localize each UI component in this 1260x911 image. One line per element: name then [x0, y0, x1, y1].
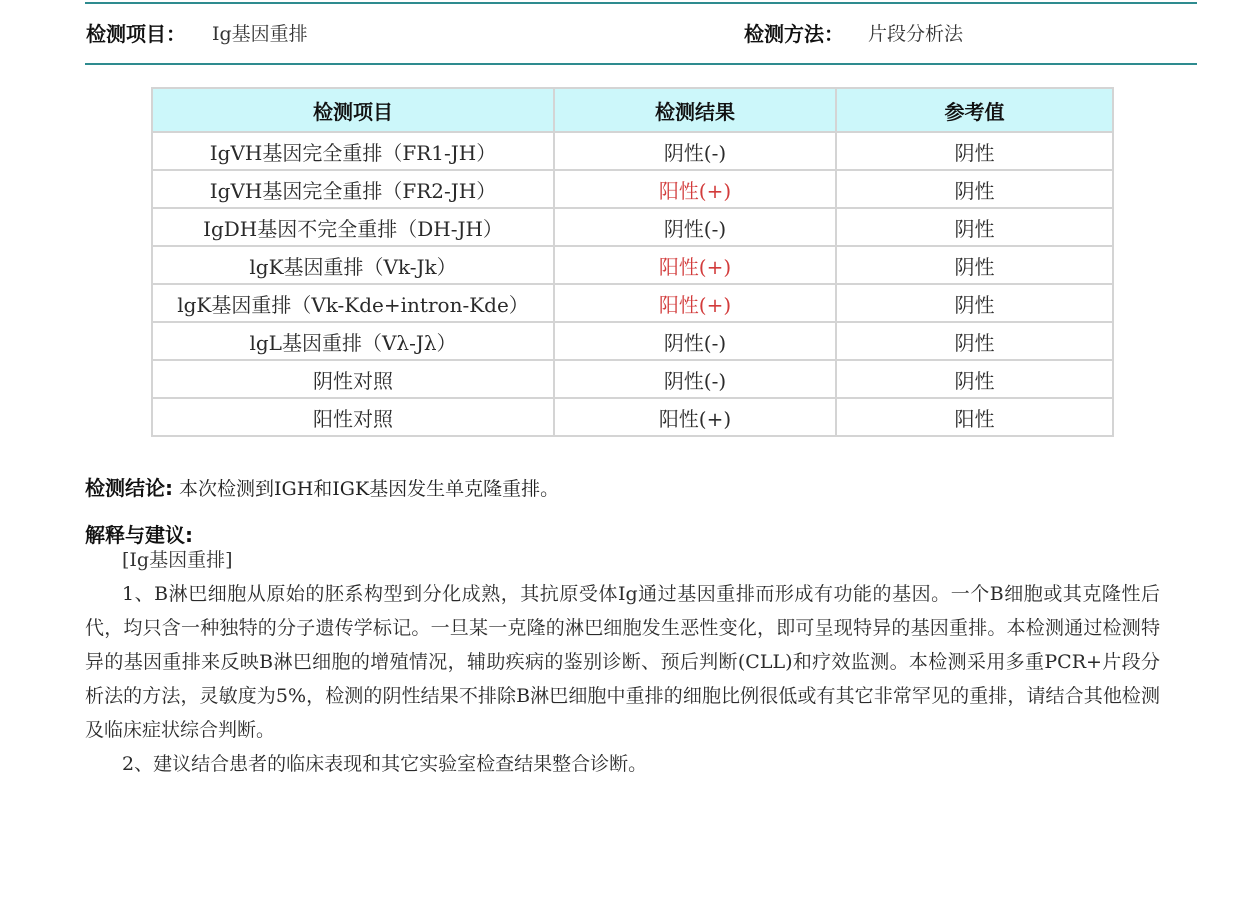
cell-reference-value: 阴性: [836, 360, 1113, 398]
table-row: [152, 398, 1113, 436]
results-table: [151, 87, 1114, 437]
cell-test-item: lgK基因重排（Vk-Jk）: [152, 246, 554, 284]
cell-test-item: IgVH基因完全重排（FR1-JH）: [152, 132, 554, 170]
cell-test-result: 阴性(-): [554, 360, 836, 398]
table-row: [152, 208, 1113, 246]
interpretation-paragraph-1: 1、B淋巴细胞从原始的胚系构型到分化成熟，其抗原受体Ig通过基因重排而形成有功能的基因。一个B细胞或其克隆性后代，均只含一种独特的分子遗传学标记。一旦某一克隆的淋巴细胞发生恶性变化，即可呈现特异的基因重排。本检测通过检测特异的基因重排来反映B淋巴细胞的增殖情况，辅助疾病的鉴别诊断、预后判断(CLL)和疗效监测。本检测采用多重PCR+片段分析法的方法，灵敏度为5%，检测的阴性结果不排除B淋巴细胞中重排的细胞比例很低或有其它非常罕见的重排，请结合其他检测及临床症状综合判断。: [85, 583, 1160, 741]
column-header-reference: 参考值: [836, 88, 1113, 132]
cell-reference-value: 阳性: [836, 398, 1113, 436]
cell-reference-value: 阴性: [836, 322, 1113, 360]
cell-test-result: 阳性(+): [554, 398, 836, 436]
interpretation-heading: 解释与建议:: [85, 523, 193, 547]
cell-reference-value: 阴性: [836, 246, 1113, 284]
column-header-result: 检测结果: [554, 88, 836, 132]
table-row: [152, 284, 1113, 322]
test-item-label: 检测项目：: [86, 22, 186, 46]
header-divider: [85, 63, 1197, 65]
table-row: [152, 360, 1113, 398]
cell-test-result: 阳性(+): [554, 284, 836, 322]
table-header-row: [152, 88, 1113, 132]
test-method-value: 片段分析法: [868, 23, 964, 45]
cell-test-item: IgDH基因不完全重排（DH-JH）: [152, 208, 554, 246]
table-body: [152, 132, 1113, 436]
table-row: [152, 246, 1113, 284]
interpretation-paragraph-2: 2、建议结合患者的临床表现和其它实验室检查结果整合诊断。: [122, 753, 648, 775]
cell-test-item: IgVH基因完全重排（FR2-JH）: [152, 170, 554, 208]
cell-test-result: 阳性(+): [554, 246, 836, 284]
top-divider: [85, 2, 1197, 4]
cell-test-result: 阴性(-): [554, 132, 836, 170]
table-row: [152, 132, 1113, 170]
column-header-item: 检测项目: [152, 88, 554, 132]
test-item-value: Ig基因重排: [212, 23, 308, 45]
cell-reference-value: 阴性: [836, 284, 1113, 322]
test-method-label: 检测方法：: [744, 22, 844, 46]
conclusion-text: 本次检测到IGH和IGK基因发生单克隆重排。: [179, 478, 560, 500]
cell-test-result: 阴性(-): [554, 208, 836, 246]
cell-test-result: 阳性(+): [554, 170, 836, 208]
cell-test-result: 阴性(-): [554, 322, 836, 360]
cell-test-item: lgK基因重排（Vk-Kde+intron-Kde）: [152, 284, 554, 322]
report-header: [0, 18, 1260, 50]
cell-reference-value: 阴性: [836, 170, 1113, 208]
cell-test-item: lgL基因重排（Vλ-Jλ）: [152, 322, 554, 360]
table-row: [152, 170, 1113, 208]
conclusion-label: 检测结论:: [85, 476, 173, 500]
interpretation-subheading: [Ig基因重排]: [122, 549, 233, 571]
cell-test-item: 阴性对照: [152, 360, 554, 398]
cell-reference-value: 阴性: [836, 132, 1113, 170]
cell-reference-value: 阴性: [836, 208, 1113, 246]
table-row: [152, 322, 1113, 360]
cell-test-item: 阳性对照: [152, 398, 554, 436]
conclusion-section: [85, 473, 1195, 504]
